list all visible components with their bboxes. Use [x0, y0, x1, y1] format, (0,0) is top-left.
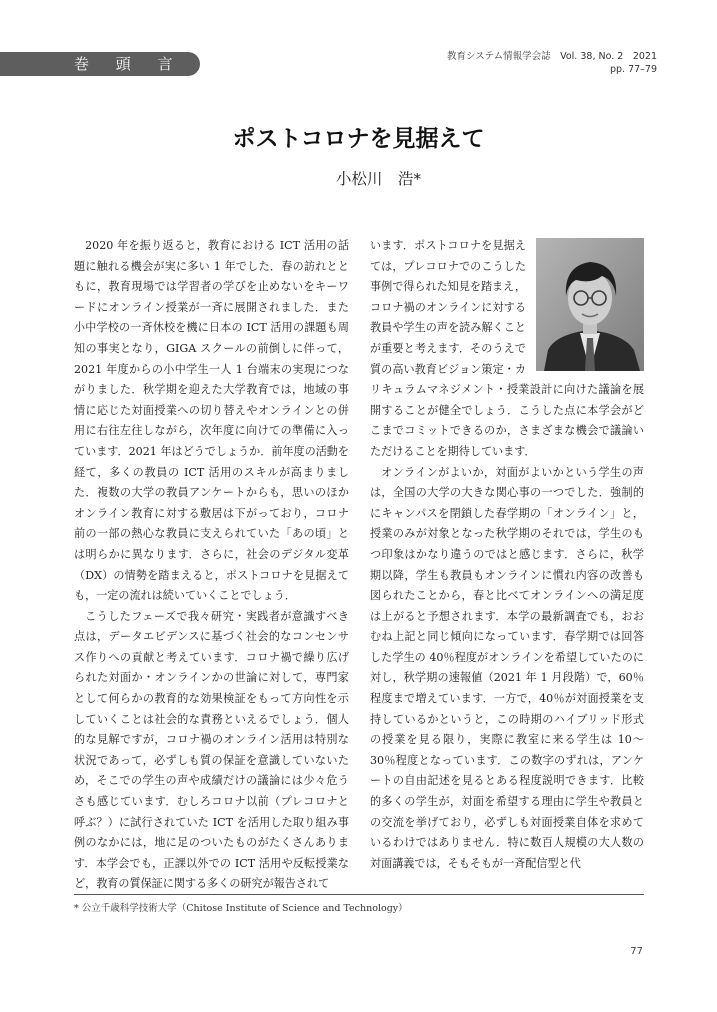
portrait-image	[536, 238, 644, 371]
footnote: * 公立千歳科学技術大学（Chitose Institute of Science and Technology）	[74, 903, 408, 914]
journal-info	[447, 50, 657, 76]
footnote-divider	[74, 894, 644, 895]
section-label: 巻 頭 言	[0, 52, 200, 76]
article-title: ポストコロナを見据えて	[232, 126, 485, 152]
paragraph: オンラインがよいか，対面がよいかという学生の声は，全国の大学の大きな関心事の一つでした．強制的にキャンパスを閉鎖した春学期の「オンライン」と，授業のみが対象となった秋学期のそれでは，学生のもつ印象はかなり違うのではと感じます．さらに，秋学期以降，学生も教員もオンラインに慣れ内容の改善も図られたことから，春と比べてオンラインへの満足度は上がると予想されます．本学の最新調査でも，おおむね上記と同じ傾向になっています．春学期では回答した学生の 40％程度がオンラインを希望していたのに対し，秋学期の速報値（2021 年 1 月段階）で，60％程度まで増えています．一方で，40％が対面授業を支持しているかというと，この時期のハイブリッド形式の授業を見る限り，実際に教室に来る学生は 10～30％程度となっています．この数字のずれは，アンケートの自由記述を見るとある程度説明できます．比較的多くの学生が，対面を希望する理由に学生や教員との交流を挙げており，必ずしも対面授業自体を求めているわけではありません．特に数百人規模の大人数の対面講義では，そもそもが一斉配信型と代	[370, 465, 644, 870]
page-number: 77	[630, 946, 643, 957]
paragraph: います．ポストコロナを見据えては，プレコロナでのこうした事例で得られた知見を踏まえ，コロナ禍のオンラインに対する教員や学生の声を読み解くことが重要と考えます．そのうえで質の高い教育ビジョン策定・カリキュラムマネジメント・授業設計に向けた議論を展開することが健全でしょう．こうした点に本学会がどこまでコミットできるのか，さまざまな機会で議論いただけることを期待しています．	[370, 239, 644, 458]
right-column	[370, 236, 644, 874]
author-name: 小松川 浩*	[335, 170, 422, 188]
journal-line: 教育システム情報学会誌 Vol. 38, No. 2 2021	[447, 51, 657, 62]
page-range: pp. 77–79	[609, 64, 657, 75]
paragraph: こうしたフェーズで我々研究・実践者が意識すべき点は，データエビデンスに基づく社会的なコンセンサス作りへの貢献と考えています．コロナ禍で繰り広げられた対面か・オンラインかの世論に対して，専門家として何らかの教育的な効果検証をもって方向性を示していくことは社会的な責務といえるでしょう．個人的な見解ですが，コロナ禍のオンライン活用は特別な状況であって，必ずしも質の保証を意識していないため，そこでの学生の声や成績だけの議論には少々危うさも感じています．むしろコロナ以前（プレコロナと呼ぶ？）に試行されていた ICT を活用した取り組み事例のなかには，地に足のついたものがたくさんあります．本学会でも，正課以外での ICT 活用や反転授業など，教育の質保証に関する多くの研究が報告されて	[74, 609, 349, 891]
paragraph: 2020 年を振り返ると，教育における ICT 活用の話題に触れる機会が実に多い 1 年でした．春の訪れとともに，教育現場では学習者の学びを止めないをキーワードにオンライン授業が一斉に展開されました．また小中学校の一斉休校を機に日本の ICT 活用の課題も周知の事実となり，GIGA スクールの前倒しに伴って，2021 年度からの小中学生一人 1 台端末の実現につながりました．秋学期を迎えた大学教育では，地域の事情に応じた対面授業への切り替えやオンラインとの併用に右往左往しながら，次年度に向けての準備に入っています．2021 年はどうでしょうか．前年度の活動を経て，多くの教員の ICT 活用のスキルが高まりました．複数の大学の教員アンケートからも，思いのほかオンライン教育に対する敷居は下がっており，コロナ前の一部の熱心な教員に支えられていた「あの頃」とは明らかに異なります．さらに，社会のデジタル変革（DX）の情勢を踏まえると，ポストコロナを見据えても，一定の流れは続いていくことでしょう．	[74, 239, 349, 603]
left-column	[74, 236, 349, 895]
author-photo	[536, 238, 644, 371]
